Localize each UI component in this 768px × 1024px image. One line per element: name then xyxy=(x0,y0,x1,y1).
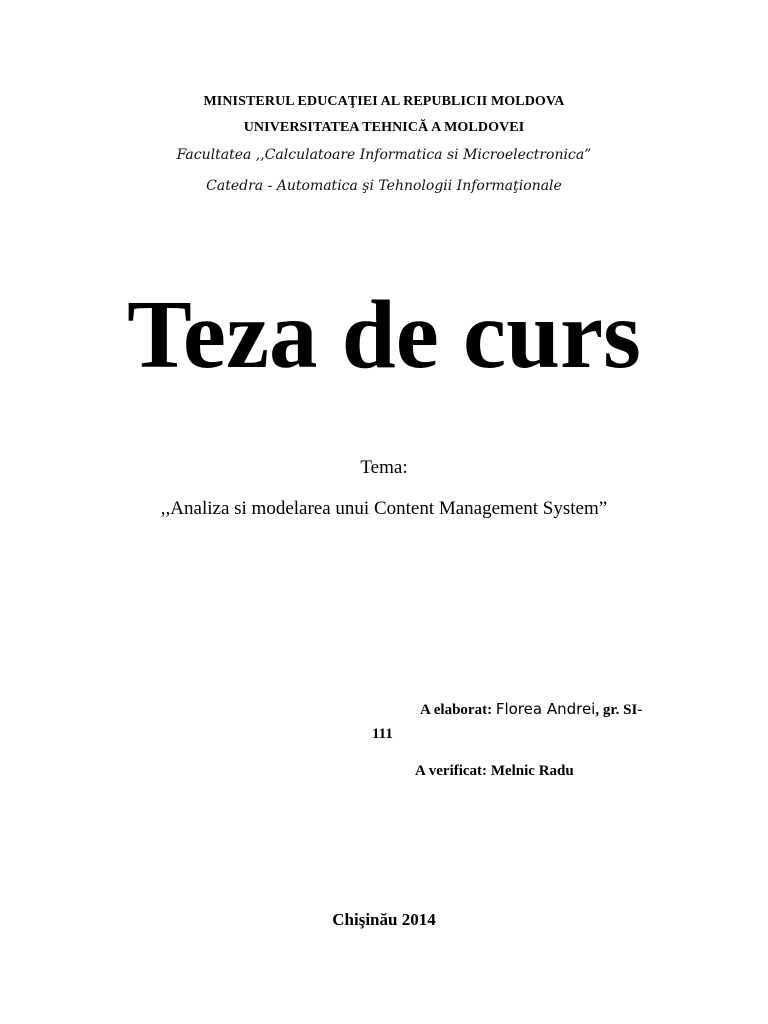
theme-title: ,,Analiza si modelarea unui Content Management System” xyxy=(160,498,608,519)
document-title: Teza de curs xyxy=(127,281,641,388)
student-name: Florea Andrei xyxy=(495,700,596,718)
verified-by-line xyxy=(415,763,574,780)
elaborated-by-line xyxy=(420,700,642,719)
theme-label: Tema: xyxy=(360,457,408,478)
city-and-year: Chişinău 2014 xyxy=(332,910,436,929)
supervisor-name: Melnic Radu xyxy=(490,763,574,779)
university-name: UNIVERSITATEA TEHNICĂ A MOLDOVEI xyxy=(243,120,525,135)
group-prefix: , gr. SI- xyxy=(595,702,643,718)
faculty-name: Facultatea ,,Calculatoare Informatica si Microelectronica” xyxy=(176,147,592,163)
verified-by-label: A verificat: xyxy=(415,763,491,779)
elaborated-by-label: A elaborat: xyxy=(420,702,496,718)
department-name: Catedra - Automatica şi Tehnologii Informaţionale xyxy=(206,178,562,194)
group-number: 111 xyxy=(372,726,393,742)
ministry-name: MINISTERUL EDUCAŢIEI AL REPUBLICII MOLDOVA xyxy=(203,94,565,109)
